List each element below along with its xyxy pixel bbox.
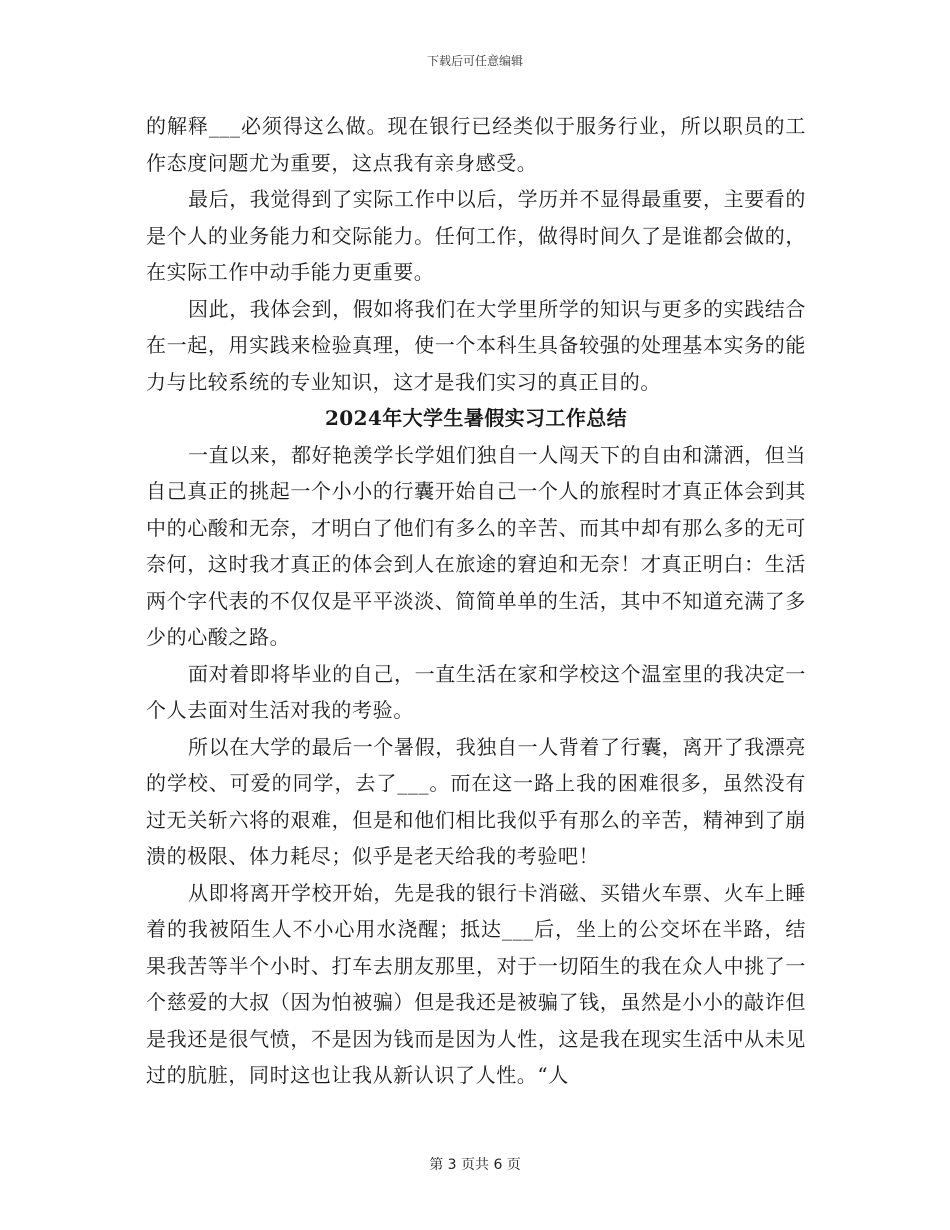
section-title: 2024年大学生暑假实习工作总结 [324, 406, 628, 430]
paragraph: 一直以来，都好艳羡学长学姐们独自一人闯天下的自由和潇洒，但当自己真正的挑起一个小小的行囊开始自己一个人的旅程时才真正体会到其中的心酸和无奈，才明白了他们有多么的辛苦、而其中却有那么多的无可奈何，这时我才真正的体会到人在旅途的窘迫和无奈！才真正明白：生活两个字代表的不仅仅是平平淡淡、简简单单的生活，其中不知道充满了多少的心酸之路。 [146, 442, 806, 649]
paragraph: 最后，我觉得到了实际工作中以后，学历并不显得最重要，主要看的是个人的业务能力和交际能力。任何工作，做得时间久了是谁都会做的，在实际工作中动手能力更重要。 [146, 187, 806, 284]
paragraph: 面对着即将毕业的自己，一直生活在家和学校这个温室里的我决定一个人去面对生活对我的考验。 [146, 661, 806, 722]
document-body [146, 108, 806, 1094]
page-header: 下载后可任意编辑 [426, 54, 523, 68]
paragraph: 的解释___必须得这么做。现在银行已经类似于服务行业，所以职员的工作态度问题尤为重要，这点我有亲身感受。 [146, 114, 806, 175]
paragraph: 所以在大学的最后一个暑假，我独自一人背着了行囊，离开了我漂亮的学校、可爱的同学，去了___。而在这一路上我的困难很多，虽然没有过无关斩六将的艰难，但是和他们相比我似乎有那么的辛苦，精神到了崩溃的极限、体力耗尽；似乎是老天给我的考验吧！ [146, 734, 806, 868]
paragraph: 从即将离开学校开始，先是我的银行卡消磁、买错火车票、火车上睡着的我被陌生人不小心用水浇醒；抵达___后，坐上的公交坏在半路，结果我苦等半个小时、打车去朋友那里，对于一切陌生的我在众人中挑了一个慈爱的大叔（因为怕被骗）但是我还是被骗了钱，虽然是小小的敲诈但是我还是很气愤，不是因为钱而是因为人性，这是我在现实生活中从未见过的肮脏，同时这也让我从新认识了人性。“人 [146, 880, 806, 1087]
page-footer: 第 3 页共 6 页 [429, 1157, 521, 1173]
paragraph: 因此，我体会到，假如将我们在大学里所学的知识与更多的实践结合在一起，用实践来检验真理，使一个本科生具备较强的处理基本实务的能力与比较系统的专业知识，这才是我们实习的真正目的。 [146, 296, 806, 394]
